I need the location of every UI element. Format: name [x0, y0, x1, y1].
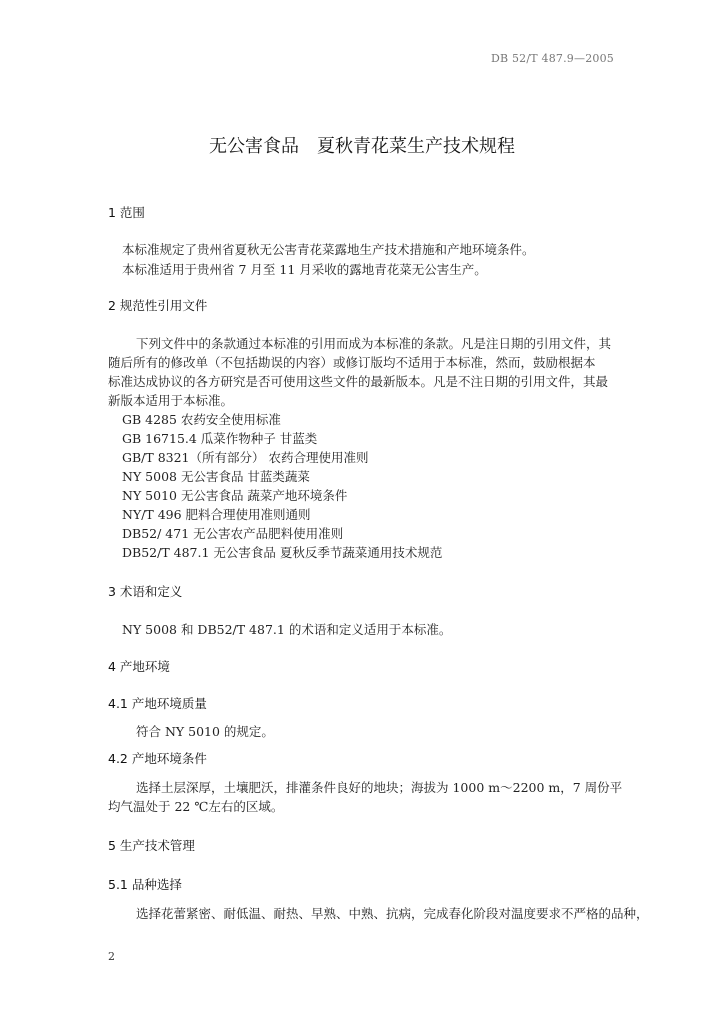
reference-item: GB 16715.4 瓜菜作物种子 甘蓝类 — [122, 431, 318, 446]
section-2-para-line-2: 随后所有的修改单（不包括勘误的内容）或修订版均不适用于本标准，然而，鼓励根据本 — [108, 355, 596, 370]
section-1-heading: 1 范围 — [108, 205, 145, 220]
section-4-heading: 4 产地环境 — [108, 659, 170, 674]
section-5-1-line: 选择花蕾紧密、耐低温、耐热、早熟、中熟、抗病，完成春化阶段对温度要求不严格的品种， — [136, 906, 649, 921]
title-part1: 无公害食品 — [209, 136, 299, 157]
section-1-line-1: 本标准规定了贵州省夏秋无公害青花菜露地生产技术措施和产地环境条件。 — [122, 242, 535, 257]
title-part2: 夏秋青花菜生产技术规程 — [317, 136, 515, 157]
reference-item: NY 5008 无公害食品 甘蓝类蔬菜 — [122, 469, 310, 484]
section-4-2-line-2: 均气温处于 22 ℃左右的区域。 — [108, 799, 284, 814]
reference-item: DB52/T 487.1 无公害食品 夏秋反季节蔬菜通用技术规范 — [122, 545, 443, 560]
section-4-2-heading: 4.2 产地环境条件 — [108, 751, 207, 766]
reference-item: GB/T 8321（所有部分） 农药合理使用准则 — [122, 450, 369, 465]
standard-code-header: DB 52/T 487.9—2005 — [490, 52, 614, 65]
section-4-2-line-1: 选择土层深厚，土壤肥沃，排灌条件良好的地块；海拔为 1000 m～2200 m，7 周份平 — [136, 780, 623, 795]
document-title — [0, 132, 724, 158]
section-2-para-line-1: 下列文件中的条款通过本标准的引用而成为本标准的条款。凡是注日期的引用文件，其 — [136, 336, 612, 351]
page-number: 2 — [108, 950, 115, 963]
section-3-line: NY 5008 和 DB52/T 487.1 的术语和定义适用于本标准。 — [122, 622, 452, 637]
reference-item: GB 4285 农药安全使用标准 — [122, 412, 281, 427]
section-2-para-line-4: 新版本适用于本标准。 — [108, 393, 234, 408]
section-1-line-2: 本标准适用于贵州省 7 月至 11 月采收的露地青花菜无公害生产。 — [122, 262, 487, 277]
section-5-heading: 5 生产技术管理 — [108, 838, 195, 853]
reference-item: NY 5010 无公害食品 蔬菜产地环境条件 — [122, 488, 348, 503]
section-3-heading: 3 术语和定义 — [108, 584, 183, 599]
section-2-heading: 2 规范性引用文件 — [108, 298, 208, 313]
section-4-1-line: 符合 NY 5010 的规定。 — [136, 724, 274, 739]
section-4-1-heading: 4.1 产地环境质量 — [108, 696, 207, 711]
reference-item: NY/T 496 肥料合理使用准则通则 — [122, 507, 311, 522]
section-2-para-line-3: 标准达成协议的各方研究是否可使用这些文件的最新版本。凡是不注日期的引用文件，其最 — [108, 374, 609, 389]
section-5-1-heading: 5.1 品种选择 — [108, 877, 182, 892]
reference-item: DB52/ 471 无公害农产品肥料使用准则 — [122, 526, 344, 541]
